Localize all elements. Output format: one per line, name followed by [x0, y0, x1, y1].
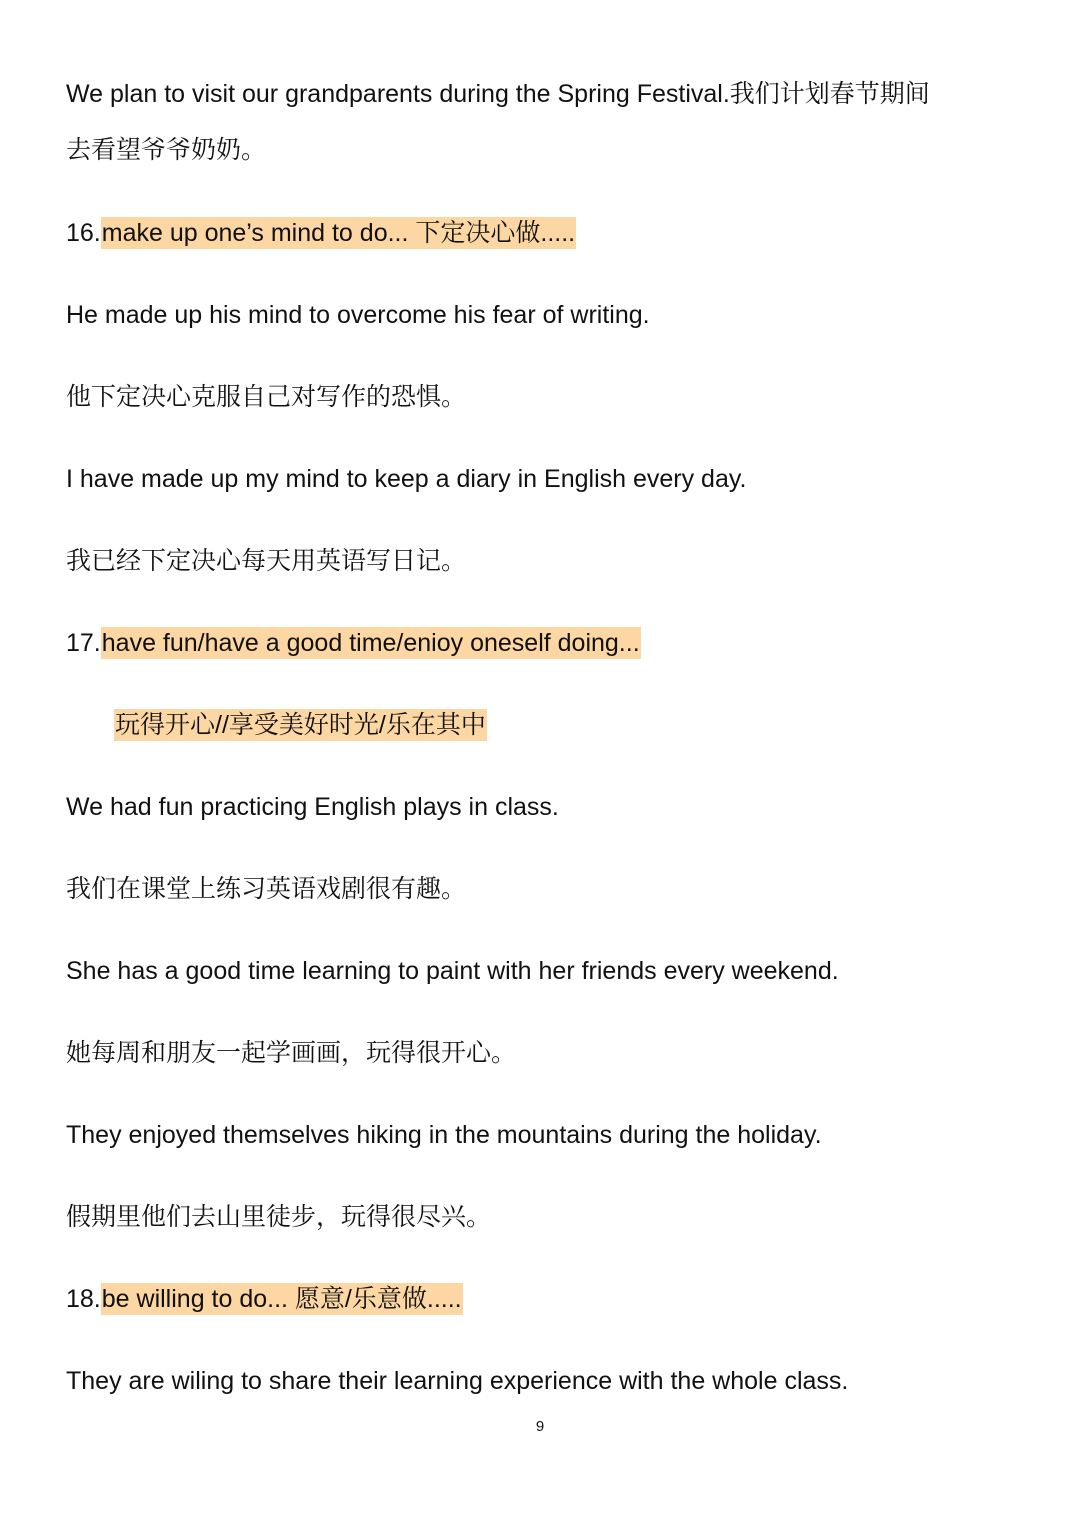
example-sentence-en: I have made up my mind to keep a diary in English every day.: [66, 465, 747, 493]
example-sentence-zh: 她每周和朋友一起学画画，玩得很开心。: [66, 1039, 517, 1067]
example-sentence-en: They enjoyed themselves hiking in the mountains during the holiday.: [66, 1121, 822, 1149]
example-sentence-zh: 他下定决心克服自己对写作的恐惧。: [66, 383, 467, 411]
example-sentence-en: We had fun practicing English plays in class.: [66, 793, 559, 821]
phrase-number-16: 16.: [66, 219, 101, 247]
example-sentence-en: She has a good time learning to paint with her friends every weekend.: [66, 957, 839, 985]
phrase-translation-highlight-17: 玩得开心//享受美好时光/乐在其中: [115, 711, 486, 739]
phrase-heading-16: [66, 216, 576, 250]
phrase-translation-17: [114, 708, 487, 742]
phrase-highlight-18: be willing to do... 愿意/乐意做.....: [101, 1285, 462, 1313]
phrase-number-17: 17.: [66, 629, 101, 657]
page-number: 9: [535, 1418, 545, 1435]
phrase-number-18: 18.: [66, 1285, 101, 1313]
sentence-line-1: We plan to visit our grandparents during the Spring Festival.我们计划春节期间: [66, 80, 930, 108]
phrase-highlight-17: have fun/have a good time/enioy oneself doing...: [101, 629, 640, 657]
example-sentence-zh: 我们在课堂上练习英语戏剧很有趣。: [66, 875, 467, 903]
example-sentence-zh: 我已经下定决心每天用英语写日记。: [66, 547, 467, 575]
example-sentence-en: He made up his mind to overcome his fear of writing.: [66, 301, 650, 329]
example-sentence-zh: 假期里他们去山里徒步，玩得很尽兴。: [66, 1203, 492, 1231]
example-sentence-en: They are wiling to share their learning experience with the whole class.: [66, 1367, 849, 1395]
phrase-heading-17: [66, 626, 641, 660]
phrase-heading-18: [66, 1282, 463, 1316]
phrase-highlight-16: make up one’s mind to do... 下定决心做.....: [101, 219, 576, 247]
sentence-line-2: 去看望爷爷奶奶。: [66, 136, 267, 164]
